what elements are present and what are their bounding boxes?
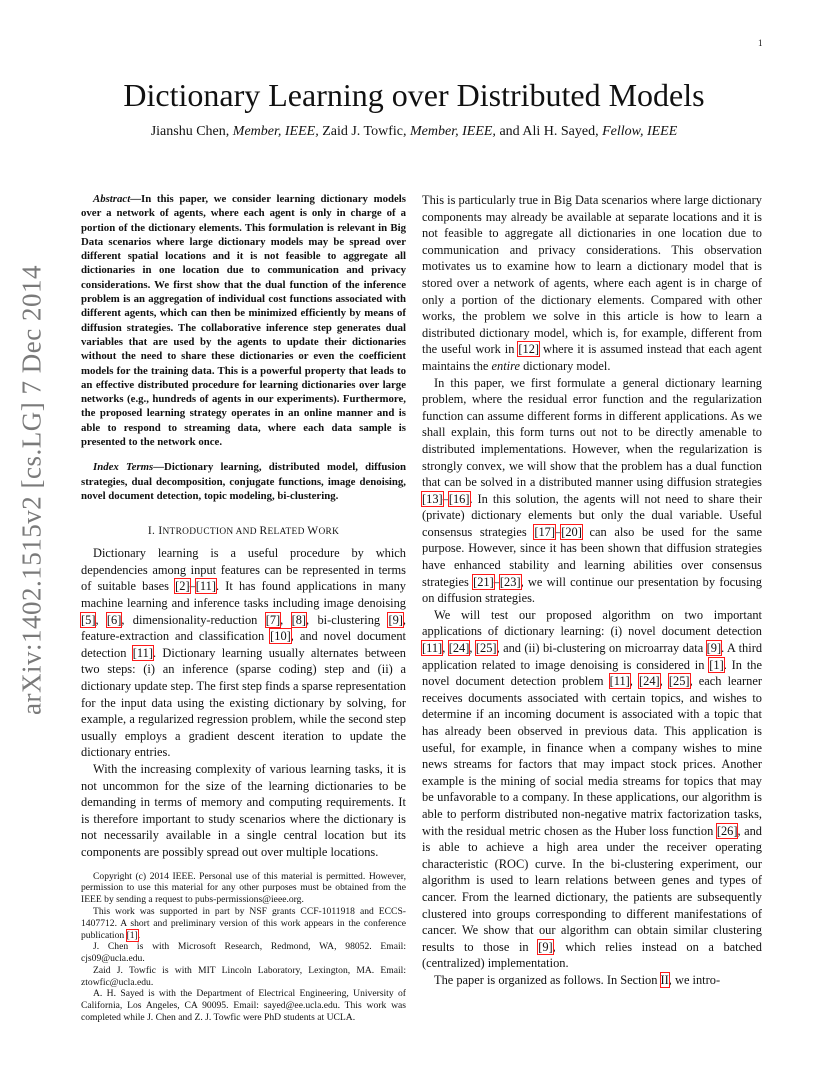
text-run: , (469, 641, 476, 656)
right-paragraph-3 (422, 607, 762, 972)
text-run: , and novel document detection (81, 629, 406, 660)
footnote-copyright: Copyright (c) 2014 IEEE. Personal use of this material is permitted. However, permission to use this material for any other purposes must be obtained from the IEEE by sending a request to pubs-permissions@ieee.org. (81, 870, 406, 906)
section-title-part: ORK (318, 527, 340, 538)
abstract-lead: Abstract (93, 193, 131, 205)
left-paragraph-2: With the increasing complexity of various learning tasks, it is not uncommon for the size of the learning dictionaries to be demanding in terms of memory and computing requirements. It is therefore important to study scenarios where the dictionary is not necessarily available in a single central location but its components are possibly spread out over multiple locations. (81, 761, 406, 859)
text-run: The paper is organized as follows. In Section (434, 972, 661, 987)
citation-link[interactable]: [11] (422, 641, 443, 656)
section-title-part: I (158, 525, 163, 538)
citation-link[interactable]: [1] (709, 657, 724, 672)
page-number: 1 (758, 38, 763, 48)
left-column (81, 192, 406, 1024)
citation-link[interactable]: [6] (106, 612, 122, 627)
abstract-text: —In this paper, we consider learning dictionary models over a network of agents, where each agent is only in charge of a portion of the dictionary elements. This formulation is relevant in Big Data scenarios where large dictionary models may be spread over different spatial locations and it is not feasible to aggregate all dictionaries in one location due to communication and privacy considerations. We first show that the dual function of the inference problem is an aggregation of individual cost functions associated with different agents, which can then be minimized efficiently by means of diffusion strategies. The collaborative inference step generates dual variables that are used by the agents to update their dictionaries without the need to share these dictionaries or even the coefficient models for the training data. This is a powerful property that leads to an effective distributed procedure for learning dictionaries over large networks (e.g., hundreds of agents in our experiments). Furthermore, the proposed learning strategy operates in an online manner and is able to respond to streaming data, where each data sample is presented to the network once. (81, 193, 406, 449)
left-paragraph-1 (81, 545, 406, 761)
text-run: This is particularly true in Big Data scenarios where large dictionary components may already be available at separate locations and it is not feasible to aggregate all dictionaries in one location due to communication and privacy considerations. This observation motivates us to examine how to learn a dictionary model that is stored over a network of agents, where each agent is in charge of only a portion of the dictionary elements. Compared with other works, the problem we solve in this article is how to learn a distributed dictionary model, which is, for example, different from the useful work in (422, 193, 762, 357)
right-paragraph-2 (422, 375, 762, 607)
text-run: . (137, 929, 141, 941)
text-run: In this paper, we first formulate a general dictionary learning problem, where the residual error function and the regularization function can assume different forms in different applications. As we shall explain, this form turns out not to be directly amenable to distributed implementations. However, when the regularization is strongly convex, we will show that the problem has a dual function that can be solved in a distributed manner using diffusion strategies (422, 375, 762, 490)
citation-link[interactable]: [5] (81, 612, 96, 627)
citation-link[interactable]: [24] (639, 674, 660, 689)
footnote-author-2: Zaid J. Towfic is with MIT Lincoln Laboratory, Lexington, MA. Email: ztowfic@ucla.edu. (81, 964, 406, 988)
author-3: and Ali H. Sayed, (495, 124, 603, 139)
text-run: . A third application related to image denoising is considered in (422, 641, 763, 672)
text-run: . In the novel document detection problem (422, 657, 762, 689)
author-1: Jianshu Chen, (150, 124, 233, 139)
footnote-author-3: A. H. Sayed is with the Department of Electrical Engineering, University of California, Los Angeles, CA 90095. Email: sayed@ee.ucla.edu. This work was completed while J. Chen and Z. J. Towfic were PhD students at UCLA. (81, 988, 406, 1024)
text-run: , (280, 612, 292, 627)
text-run: , (659, 674, 669, 689)
citation-link[interactable]: [2] (175, 579, 190, 594)
author-1-role: Member, IEEE, (232, 124, 319, 139)
arxiv-stamp-text: arXiv:1402.1515v2 [cs.LG] 7 Dec 2014 (16, 265, 47, 715)
citation-link[interactable]: [9] (706, 641, 722, 656)
citation-link[interactable]: [10] (270, 629, 291, 644)
citation-link[interactable]: [7] (265, 612, 281, 627)
text-run: – (442, 491, 449, 506)
citation-link[interactable]: [20] (561, 524, 582, 539)
citation-link[interactable]: [17] (534, 524, 555, 539)
text-run: This work was supported in part by NSF grants CCF-1011918 and ECCS-1407712. A short and preliminary version of this work appears in the conference publication (81, 905, 406, 941)
text-run: – (555, 524, 562, 539)
text-run: We will test our proposed algorithm on two important applications of dictionary learning: (i) novel document detection (422, 607, 762, 639)
text-run: , (629, 674, 640, 689)
citation-link[interactable]: [12] (518, 342, 540, 357)
section-title-part: NTRODUCTION AND (162, 527, 260, 538)
arxiv-stamp (8, 265, 56, 715)
text-run: , which relies instead on a batched (centralized) implementation. (422, 939, 763, 971)
citation-link[interactable]: [26] (716, 823, 738, 838)
text-run: , and is able to achieve a high area under the receiver operating characteristic (ROC) curve. In the bi-clustering experiment, our algorithm is used to learn relations between genes and types of cancer. From the learned dictionary, the patients are subsequently clustered into groups corresponding to different manifestations of cancer. We show that our algorithm can obtain similar clustering results to those in (422, 823, 762, 954)
text-run: , each learner receives documents associated with certain topics, and wishes to determine if an incoming document is associated with a topic that has already been observed in previous data. This application is useful, for example, in finance when a company wishes to mine news streams for factors that may impact stock prices. Another example is the mining of social media streams for topics that may be unfavorable to a company. In these applications, our algorithm is able to perform distributed non-negative matrix factorization tasks, with the residual metric chosen as the Huber loss function (422, 674, 762, 838)
text-run: , (442, 641, 449, 656)
text-run: can also be used for the same purpose. However, since it has been shown that diffusion strategies have enhanced stability and learning abilities over consensus strategies (422, 524, 763, 589)
emphasis: entire (491, 358, 520, 373)
citation-link[interactable]: [1] (126, 929, 138, 941)
text-run: . Dictionary learning usually alternates between two steps: (i) an inference (sparse coding) step and (ii) a dictionary update step. The first step finds a sparse representation for the input data using the existing dictionary by solving, for example, a regularized regression problem, while the second step usually employs a gradient descent iteration to update the dictionary entries. (81, 645, 406, 760)
footnote-funding (81, 906, 406, 941)
author-3-role: Fellow, IEEE (602, 124, 678, 139)
citation-link[interactable]: [25] (475, 641, 497, 656)
section-title-part: W (307, 525, 319, 538)
text-run: . In this solution, the agents will not need to share their (private) dictionary elements but only the dual variable. Useful consensus strategies (422, 491, 762, 539)
right-column (422, 192, 762, 989)
citation-link[interactable]: [11] (132, 645, 153, 660)
right-paragraph-4 (422, 972, 762, 989)
text-run: – (189, 579, 196, 594)
text-run: Dictionary learning is a useful procedure by which dependencies among input features can be represented in terms of suitable bases (81, 546, 406, 594)
citation-link[interactable]: [8] (291, 612, 307, 627)
citation-link[interactable]: [25] (668, 674, 690, 689)
citation-link[interactable]: [21] (473, 574, 494, 589)
author-2: Zaid J. Towfic, (318, 124, 411, 139)
index-terms (81, 460, 406, 503)
citation-link[interactable]: [16] (448, 491, 470, 506)
section-title-part: ELATED (267, 527, 308, 538)
text-run: , we intro- (668, 972, 721, 987)
section-number: I. (147, 525, 159, 538)
text-run: , we will continue our presentation by focusing on diffusion strategies. (422, 574, 763, 606)
text-run: where it is assumed instead that each agent maintains the (422, 342, 763, 373)
text-run: , dimensionality-reduction (121, 612, 266, 627)
author-line (0, 123, 828, 141)
citation-link[interactable]: [24] (448, 641, 470, 656)
author-2-role: Member, IEEE, (410, 124, 496, 139)
section-link[interactable]: II (660, 972, 669, 987)
text-run: , feature-extraction and classification (81, 612, 406, 644)
footnotes (81, 871, 406, 1024)
section-title-part: R (259, 525, 268, 538)
abstract (81, 192, 406, 449)
text-run: – (493, 574, 500, 589)
text-run: . It has found applications in many machine learning and inference tasks including image denoising (81, 579, 406, 611)
index-terms-lead: Index Terms (93, 461, 154, 474)
text-run: dictionary model. (519, 358, 611, 373)
text-run: , (95, 612, 107, 627)
right-paragraph-1 (422, 192, 762, 375)
citation-link[interactable]: [23] (499, 574, 521, 589)
citation-link[interactable]: [9] (538, 939, 553, 954)
citation-link[interactable]: [11] (609, 674, 630, 689)
citation-link[interactable]: [9] (388, 612, 403, 627)
paper-title: Dictionary Learning over Distributed Models (123, 77, 705, 113)
section-heading (81, 525, 406, 537)
footnote-author-1: J. Chen is with Microsoft Research, Redmond, WA, 98052. Email: cjs09@ucla.edu. (81, 941, 406, 965)
citation-link[interactable]: [13] (422, 491, 443, 506)
index-terms-text: —Dictionary learning, distributed model, diffusion strategies, dual decomposition, conjugate functions, image denoising, novel document detection, topic modeling, bi-clustering. (81, 461, 406, 502)
text-run: , bi-clustering (306, 612, 389, 627)
text-run: , and (ii) bi-clustering on microarray data (496, 641, 707, 656)
citation-link[interactable]: [11] (195, 579, 216, 594)
